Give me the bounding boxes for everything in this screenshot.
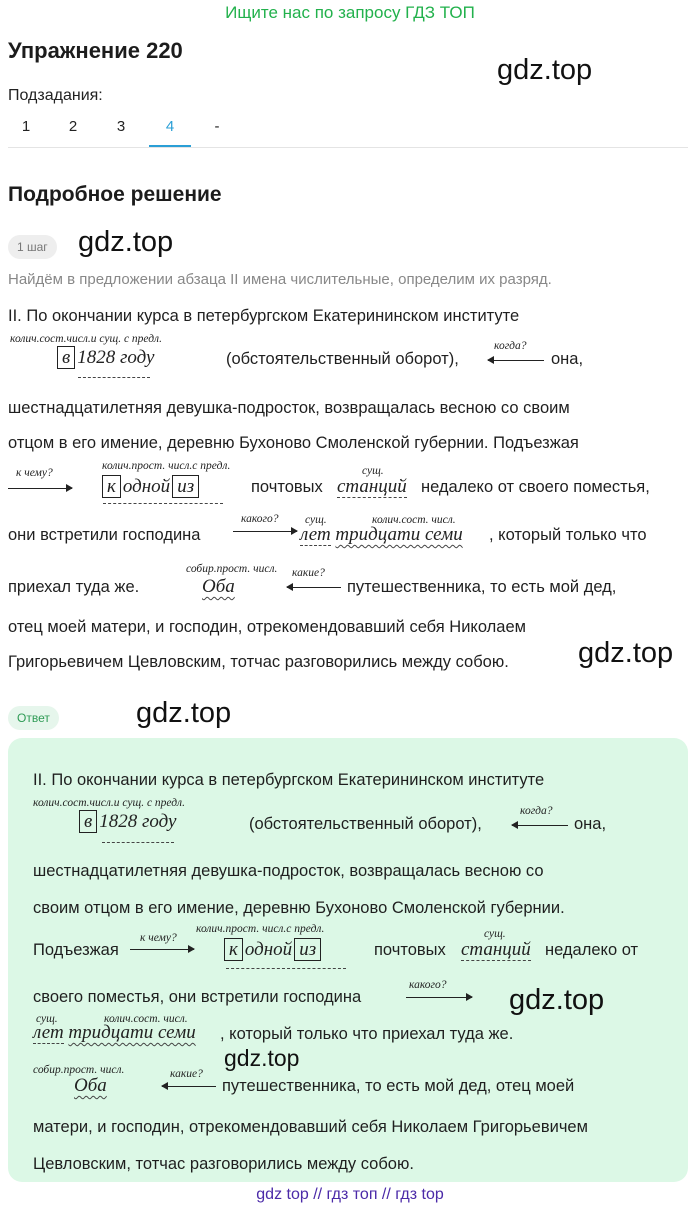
arrow-left-icon bbox=[512, 825, 568, 826]
annotation: колич.сост. числ. bbox=[104, 1013, 188, 1025]
numeral-phrase bbox=[33, 1022, 196, 1044]
annotation: колич.прост. числ.с предл. bbox=[102, 460, 231, 472]
underline bbox=[102, 842, 174, 843]
annotation: сущ. bbox=[305, 514, 327, 526]
watermark: gdz.top bbox=[509, 984, 605, 1016]
solution-heading: Подробное решение bbox=[8, 183, 222, 206]
answer-line: шестнадцатилетняя девушка-подросток, возвращалась весною со bbox=[33, 862, 544, 880]
solution-text: путешественника, то есть мой дед, bbox=[347, 578, 617, 596]
annotation: сущ. bbox=[362, 465, 384, 477]
numeral-phrase bbox=[100, 476, 201, 498]
arrow-left-icon bbox=[488, 360, 544, 361]
answer-line: матери, и господин, отрекомендовавший себя Николаем Григорьевичем bbox=[33, 1118, 588, 1136]
question-note: к чему? bbox=[140, 932, 177, 944]
arrow-left-icon bbox=[287, 587, 341, 588]
numeral-underlined: тридцати семи bbox=[68, 1022, 196, 1043]
noun-word bbox=[461, 939, 531, 961]
numeral-word: одной bbox=[244, 939, 293, 960]
numeral-word bbox=[74, 1075, 107, 1097]
question-note: когда? bbox=[494, 340, 527, 352]
question-note: какие? bbox=[292, 567, 325, 579]
watermark: gdz.top bbox=[497, 54, 593, 86]
preposition-box: в bbox=[79, 810, 97, 833]
solution-text: недалеко от своего поместья, bbox=[421, 478, 650, 496]
numeral-phrase bbox=[55, 347, 154, 369]
numeral-word bbox=[202, 576, 235, 598]
numeral-word: одной bbox=[122, 476, 171, 497]
annotation: сущ. bbox=[36, 1013, 58, 1025]
top-banner: Ищите нас по запросу ГДЗ ТОП bbox=[225, 3, 475, 22]
answer-text: (обстоятельственный оборот), bbox=[249, 815, 482, 833]
solution-text: она, bbox=[551, 350, 584, 368]
solution-text: (обстоятельственный оборот), bbox=[226, 350, 459, 368]
noun-underlined: станций bbox=[337, 476, 407, 497]
preposition-box: из bbox=[294, 938, 321, 961]
preposition-box: к bbox=[224, 938, 243, 961]
numeral-underlined: Оба bbox=[202, 576, 235, 597]
noun-underlined: станций bbox=[461, 939, 531, 960]
annotation: колич.сост.числ.и сущ. с предл. bbox=[10, 333, 162, 345]
preposition-box: в bbox=[57, 346, 75, 369]
watermark: gdz.top bbox=[136, 697, 232, 729]
answer-text: она, bbox=[574, 815, 607, 833]
arrow-left-icon bbox=[162, 1086, 216, 1087]
answer-line: Цевловским, тотчас разговорились между собою. bbox=[33, 1155, 414, 1173]
noun-underlined: лет bbox=[33, 1022, 64, 1043]
solution-text: , который только что bbox=[489, 526, 647, 544]
question-note: какие? bbox=[170, 1068, 203, 1080]
answer-text: путешественника, то есть мой дед, отец моей bbox=[222, 1077, 575, 1095]
solution-line: шестнадцатилетняя девушка-подросток, возвращалась весною со своим bbox=[8, 399, 570, 417]
watermark: gdz.top bbox=[578, 637, 674, 669]
preposition-box: к bbox=[102, 475, 121, 498]
arrow-right-icon bbox=[233, 531, 297, 532]
annotation: колич.сост. числ. bbox=[372, 514, 456, 526]
annotation: колич.прост. числ.с предл. bbox=[196, 923, 325, 935]
step-badge: 1 шаг bbox=[8, 235, 57, 259]
answer-text: Подъезжая bbox=[33, 941, 119, 959]
solution-line: Григорьевичем Цевловским, тотчас разговорились между собою. bbox=[8, 653, 509, 671]
watermark: gdz.top bbox=[224, 1045, 300, 1071]
step-hint: Найдём в предложении абзаца II имена числительные, определим их разряд. bbox=[8, 271, 552, 288]
tab-subtask-1[interactable]: 1 bbox=[21, 118, 31, 135]
solution-line: отцом в его имение, деревню Бухоново Смоленской губернии. Подъезжая bbox=[8, 434, 579, 452]
solution-text: почтовых bbox=[251, 478, 323, 496]
noun-underlined: лет bbox=[300, 524, 331, 545]
numeral-phrase bbox=[222, 939, 323, 961]
arrow-right-icon bbox=[8, 488, 72, 489]
answer-text: своего поместья, они встретили господина bbox=[33, 988, 362, 1006]
annotation: собир.прост. числ. bbox=[186, 563, 278, 575]
numeral-word: 1828 году bbox=[77, 347, 155, 368]
answer-line: II. По окончании курса в петербургском Екатерининском институте bbox=[33, 771, 545, 789]
question-note: к чему? bbox=[16, 467, 53, 479]
tab-subtask-4[interactable]: 4 bbox=[165, 118, 175, 135]
page-title: Упражнение 220 bbox=[8, 38, 183, 63]
tab-subtask-2[interactable]: 2 bbox=[68, 118, 78, 135]
tab-subtask-more[interactable]: - bbox=[214, 118, 220, 135]
question-note: когда? bbox=[520, 805, 553, 817]
numeral-phrase bbox=[300, 524, 463, 546]
arrow-right-icon bbox=[406, 997, 472, 998]
underline bbox=[226, 968, 346, 969]
footer-links[interactable]: gdz top // гдз топ // гдз top bbox=[256, 1186, 444, 1203]
arrow-right-icon bbox=[130, 949, 194, 950]
preposition-box: из bbox=[172, 475, 199, 498]
solution-line: отец моей матери, и господин, отрекомендовавший себя Николаем bbox=[8, 618, 526, 636]
divider bbox=[8, 147, 688, 148]
question-note: какого? bbox=[409, 979, 447, 991]
numeral-word: 1828 году bbox=[99, 811, 177, 832]
question-note: какого? bbox=[241, 513, 279, 525]
tab-subtask-3[interactable]: 3 bbox=[116, 118, 126, 135]
underline bbox=[103, 503, 223, 504]
annotation: собир.прост. числ. bbox=[33, 1064, 125, 1076]
solution-text: они встретили господина bbox=[8, 526, 201, 544]
annotation: сущ. bbox=[484, 928, 506, 940]
underline bbox=[78, 377, 150, 378]
numeral-underlined: тридцати семи bbox=[335, 524, 463, 545]
answer-badge: Ответ bbox=[8, 706, 59, 730]
numeral-underlined: Оба bbox=[74, 1075, 107, 1096]
answer-text: недалеко от bbox=[545, 941, 639, 959]
answer-text: почтовых bbox=[374, 941, 446, 959]
solution-text: приехал туда же. bbox=[8, 578, 140, 596]
watermark: gdz.top bbox=[78, 226, 174, 258]
answer-line: своим отцом в его имение, деревню Бухоново Смоленской губернии. bbox=[33, 899, 565, 917]
annotation: колич.сост.числ.и сущ. с предл. bbox=[33, 797, 185, 809]
answer-text: , который только что приехал туда же. bbox=[220, 1025, 514, 1043]
numeral-phrase bbox=[77, 811, 176, 833]
solution-line: II. По окончании курса в петербургском Екатерининском институте bbox=[8, 307, 520, 325]
subtasks-label: Подзадания: bbox=[8, 87, 103, 104]
noun-word bbox=[337, 476, 407, 498]
